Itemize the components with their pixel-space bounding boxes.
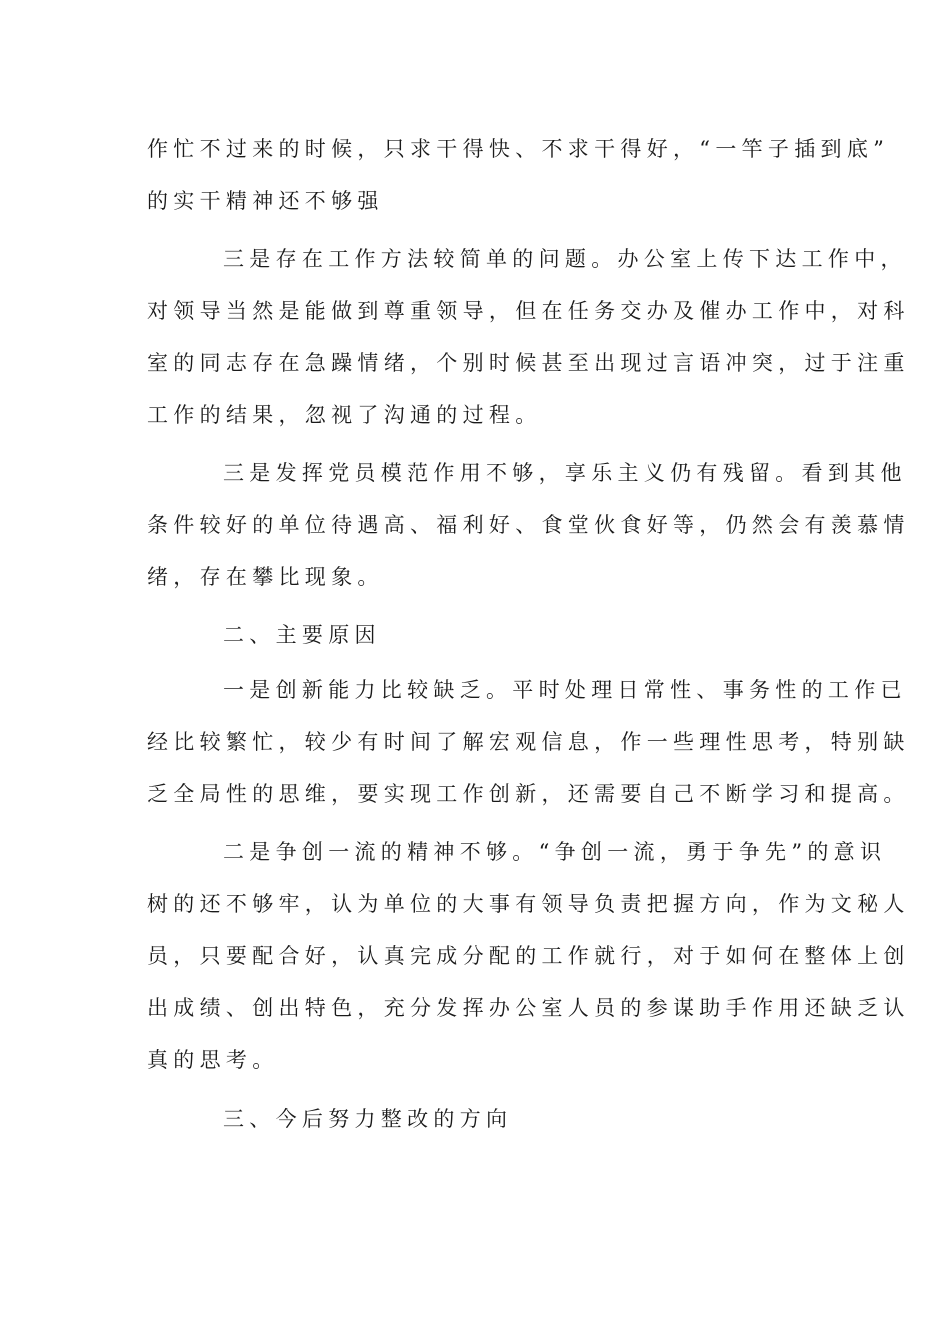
- text-line: 真的思考。: [147, 1048, 279, 1072]
- section-heading: 二、主要原因: [223, 623, 381, 647]
- text-line: 经比较繁忙，较少有时间了解宏观信息，作一些理性思考，特别缺: [147, 730, 910, 754]
- text-line: 树的还不够牢，认为单位的大事有领导负责把握方向，作为文秘人: [147, 892, 910, 916]
- paragraph-start-line: 一是创新能力比较缺乏。平时处理日常性、事务性的工作已: [223, 678, 907, 702]
- text-line: 乏全局性的思维，要实现工作创新，还需要自己不断学习和提高。: [147, 782, 910, 806]
- text-line: 工作的结果，忽视了沟通的过程。: [147, 403, 542, 427]
- text-line: 条件较好的单位待遇高、福利好、食堂伙食好等，仍然会有羡慕情: [147, 513, 910, 537]
- paragraph-start-line: 二是争创一流的精神不够。“争创一流，勇于争先”的意识: [223, 840, 887, 864]
- text-line: 出成绩、创出特色，充分发挥办公室人员的参谋助手作用还缺乏认: [147, 996, 910, 1020]
- section-heading: 三、今后努力整改的方向: [223, 1107, 513, 1131]
- text-line: 的实干精神还不够强: [147, 189, 384, 213]
- text-line: 室的同志存在急躁情绪，个别时候甚至出现过言语冲突，过于注重: [147, 351, 910, 375]
- text-line: 作忙不过来的时候，只求干得快、不求干得好，“一竿子插到底”: [147, 137, 890, 161]
- text-line: 对领导当然是能做到尊重领导，但在任务交办及催办工作中，对科: [147, 299, 910, 323]
- paragraph-start-line: 三是存在工作方法较简单的问题。办公室上传下达工作中，: [223, 247, 907, 271]
- text-line: 员，只要配合好，认真完成分配的工作就行，对于如何在整体上创: [147, 944, 910, 968]
- text-line: 绪，存在攀比现象。: [147, 565, 384, 589]
- paragraph-start-line: 三是发挥党员模范作用不够，享乐主义仍有残留。看到其他: [223, 461, 907, 485]
